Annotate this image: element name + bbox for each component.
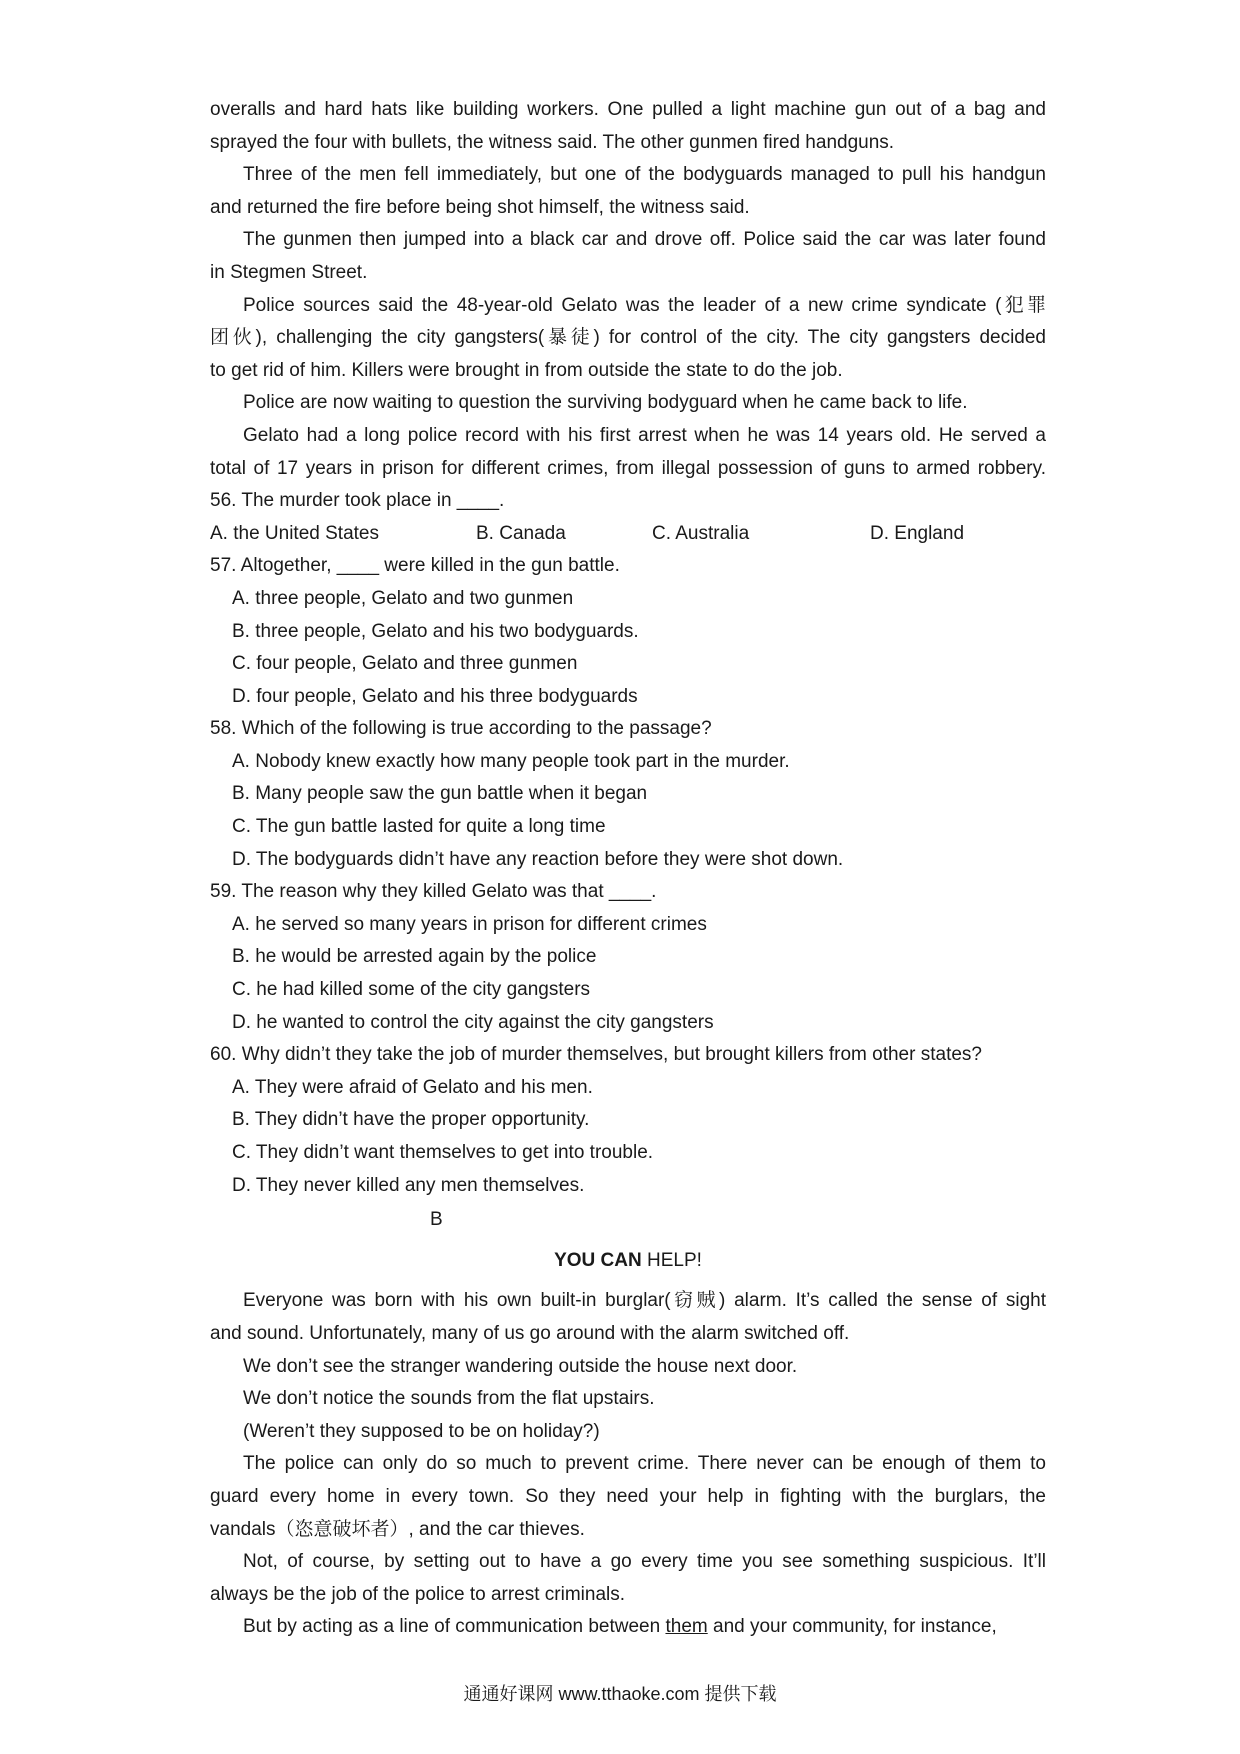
paragraph-line: and returned the fire before being shot himself, the witness said. [210,196,750,218]
section-letter: B [430,1209,443,1231]
option-c: C. four people, Gelato and three gunmen [232,653,578,675]
paragraph-line: Three of the men fell immediately, but one of the bodyguards managed to pull his handgun [243,164,1046,186]
option-d: D. England [870,522,965,544]
option-d: D. The bodyguards didn’t have any reaction before they were shot down. [232,848,844,870]
option-row [210,518,1046,551]
line-text-before: But by acting as a line of communication between [243,1616,666,1638]
option-d: D. he wanted to control the city against the city gangsters [232,1011,714,1033]
page-footer: 通通好课网 www.tthaoke.com 提供下载 [463,1684,777,1704]
paragraph-line: Everyone was born with his own built-in burglar(窃贼) alarm. It’s called the sense of sight [243,1290,1046,1312]
paragraph-line: The gunmen then jumped into a black car and drove off. Police said the car was later found [243,229,1046,251]
question-57 [210,550,1046,713]
paragraph-line: Police are now waiting to question the surviving bodyguard when he came back to life. [243,392,968,414]
option-a: A. three people, Gelato and two gunmen [232,587,574,609]
paragraph-line [210,1611,1046,1644]
paragraph-line: in Stegmen Street. [210,261,368,283]
line-text-after: and your community, for instance, [707,1616,997,1638]
passage-b [210,1285,1046,1644]
option-c: C. he had killed some of the city gangsters [232,979,591,1001]
question-58 [210,713,1046,876]
question-stem: 58. Which of the following is true according to the passage? [210,718,712,740]
option-a: A. the United States [210,522,379,544]
option-c: C. Australia [652,522,750,544]
option-b: B. Many people saw the gun battle when it began [232,783,648,805]
option-c: C. They didn’t want themselves to get into trouble. [232,1142,654,1163]
option-d: D. They never killed any men themselves. [232,1174,585,1196]
option-a: A. Nobody knew exactly how many people took part in the murder. [232,750,790,772]
paragraph-line: Police sources said the 48-year-old Gelato was the leader of a new crime syndicate (犯罪 [243,294,1046,316]
paragraph-line: guard every home in every town. So they need your help in fighting with the burglars, the [210,1485,1046,1507]
question-stem: 56. The murder took place in ____. [210,490,505,512]
passage-title [210,1245,1046,1278]
paragraph-line: We don’t see the stranger wandering outside the house next door. [243,1355,798,1377]
option-b: B. three people, Gelato and his two bodyguards. [232,620,639,642]
paragraph-line: (Weren’t they supposed to be on holiday?) [243,1420,600,1442]
option-b: B. They didn’t have the proper opportunity. [232,1109,590,1131]
title-bold-part: YOU CAN [554,1249,642,1271]
underlined-word: them [665,1616,708,1638]
question-56 [210,485,1046,550]
option-b: B. he would be arrested again by the police [232,946,597,968]
option-c: C. The gun battle lasted for quite a long time [232,816,606,838]
paragraph-line: Not, of course, by setting out to have a go every time you see something suspicious. It’ll [243,1551,1046,1573]
paragraph-line: Gelato had a long police record with his first arrest when he was 14 years old. He served a [243,424,1046,446]
paragraph-line: 团伙), challenging the city gangsters(暴徒) for control of the city. The city gangsters decided [210,327,1046,349]
paragraph-line: overalls and hard hats like building workers. One pulled a light machine gun out of a bag and [210,99,1046,120]
paragraph-line: sprayed the four with bullets, the witness said. The other gunmen fired handguns. [210,131,895,153]
document-page [210,94,1046,1644]
paragraph-line: The police can only do so much to prevent crime. There never can be enough of them to [243,1453,1046,1475]
paragraph-line: always be the job of the police to arrest criminals. [210,1583,626,1605]
option-b: B. Canada [476,522,566,544]
question-60 [210,1039,1046,1202]
question-stem: 57. Altogether, ____ were killed in the gun battle. [210,555,620,577]
paragraph-line: total of 17 years in prison for different crimes, from illegal possession of guns to armed robbery. [210,457,1046,479]
paragraph-line: to get rid of him. Killers were brought in from outside the state to do the job. [210,359,843,381]
title-rest-part: HELP! [641,1249,702,1271]
passage-a-continuation [210,94,1046,485]
question-stem: 60. Why didn’t they take the job of murder themselves, but brought killers from other states? [210,1044,982,1066]
paragraph-line: vandals（恣意破坏者）, and the car thieves. [210,1518,585,1540]
option-d: D. four people, Gelato and his three bodyguards [232,685,638,707]
question-59 [210,876,1046,1039]
option-a: A. They were afraid of Gelato and his men. [232,1076,593,1098]
question-stem: 59. The reason why they killed Gelato was that ____. [210,881,657,903]
paragraph-line: We don’t notice the sounds from the flat upstairs. [243,1388,655,1410]
paragraph-line: and sound. Unfortunately, many of us go around with the alarm switched off. [210,1322,850,1344]
option-a: A. he served so many years in prison for different crimes [232,913,707,935]
